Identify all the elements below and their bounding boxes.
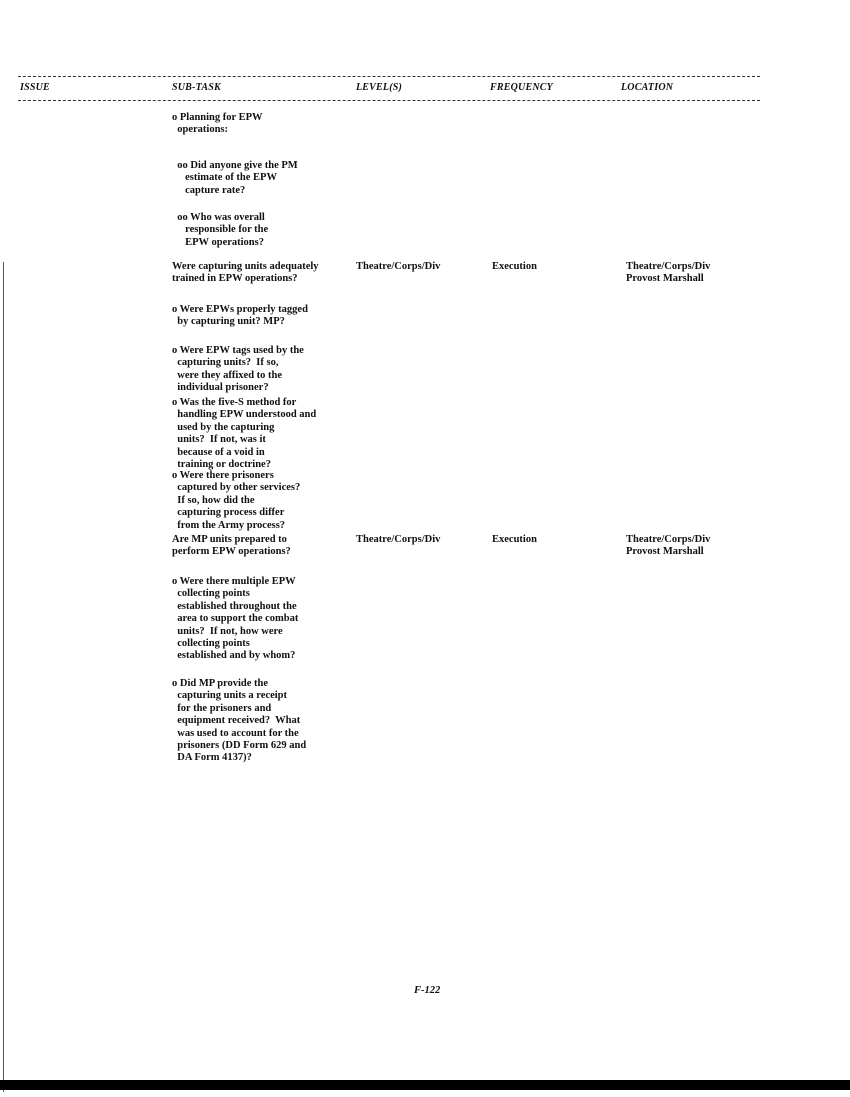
col-frequency: FREQUENCY xyxy=(490,82,553,93)
row-location: Theatre/Corps/Div Provost Marshall xyxy=(626,261,711,285)
page-number: F-122 xyxy=(414,985,441,996)
row-sub: o Were there prisoners captured by other services? If so, how did the capturing process differ from the Army process? xyxy=(172,470,301,531)
row-location: Theatre/Corps/Div Provost Marshall xyxy=(626,534,711,558)
row-sub: o Were EPWs properly tagged by capturing unit? MP? xyxy=(172,304,308,328)
row-sub: oo Did anyone give the PM estimate of the EPW capture rate? xyxy=(177,160,298,196)
row-sub: o Planning for EPW operations: xyxy=(172,112,263,136)
col-levels: LEVEL(S) xyxy=(356,82,403,93)
row-sub: oo Who was overall responsible for the EPW operations? xyxy=(177,212,269,248)
row-sub: Were capturing units adequately trained in EPW operations? xyxy=(172,261,319,285)
header-bottom-rule xyxy=(18,100,760,101)
col-issue: ISSUE xyxy=(20,82,50,93)
scan-edge-line xyxy=(3,262,4,1092)
row-level: Theatre/Corps/Div xyxy=(356,534,441,545)
scan-bottom-bar xyxy=(0,1080,850,1090)
header-top-rule xyxy=(18,76,760,77)
row-sub: o Was the five-S method for handling EPW understood and used by the capturing units? If not, was it because of a void in training or doctrine? xyxy=(172,397,317,471)
col-subtask: SUB-TASK xyxy=(172,82,221,93)
col-location: LOCATION xyxy=(621,82,674,93)
row-sub: Are MP units prepared to perform EPW operations? xyxy=(172,534,291,558)
row-sub: o Did MP provide the capturing units a receipt for the prisoners and equipment received? What was used to account for the prisoners (DD Form 629 and DA Form 4137)? xyxy=(172,678,307,764)
row-sub: o Were EPW tags used by the capturing units? If so, were they affixed to the individual prisoner? xyxy=(172,345,304,394)
row-sub: o Were there multiple EPW collecting points established throughout the area to support the combat units? If not, how were collecting points established and by whom? xyxy=(172,576,299,662)
row-frequency: Execution xyxy=(492,261,537,272)
row-frequency: Execution xyxy=(492,534,537,545)
row-level: Theatre/Corps/Div xyxy=(356,261,441,272)
